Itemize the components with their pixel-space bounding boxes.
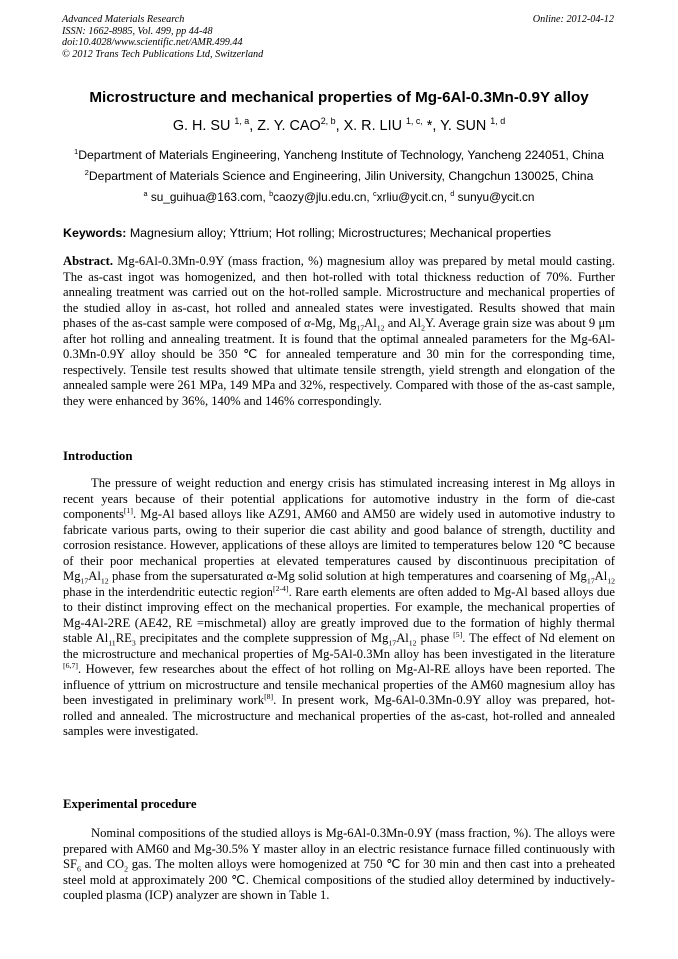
introduction-paragraph: The pressure of weight reduction and energy crisis has stimulated increasing interest in Mg alloys in recent years because of their potential applications for automotive industry in the form of die-cast components[1]. Mg-Al based alloys like AZ91, AM60 and AM50 are widely used in automotive industry to fabricate various parts, owing to their superior die cast ability and good balance of strength, ductility and corrosion resistance. However, applications of these alloys are limited to temperatures below 120 ℃ because of their poor mechanical properties at elevated temperatures caused by discontinuous precipitation of $Mg_{17}Al_{12}$ phase from the supersaturated α-Mg solid solution at high temperatures and coarsening of $Mg_{17}Al_{12}$ phase in the interdendritic eutectic region[2-4]. Rare earth elements are often added to Mg-Al based alloys due to their distinct improving effect on the mechanical properties. For example, the mechanical properties of Mg-4Al-2RE (AE42, RE =mischmetal) alloy are greatly improved due to the formation of highly thermal stable $Al_{11}RE_3$ precipitates and the complete suppression of $Mg_{17}Al_{12}$ phase [5]. The effect of Nd element on the microstructure and mechanical properties of Mg-5Al-0.3Mn alloy has been investigated in the literature [6,7]. However, few researches about the effect of hot rolling on Mg-Al-RE alloys have been reported. The influence of yttrium on microstructure and tensile mechanical properties of the AM60 magnesium alloy has been investigated in preliminary work[8]. In present work, Mg-6Al-0.3Mn-0.9Y alloy was prepared, hot-rolled and annealed. The microstructure and mechanical properties of the as-cast, hot-rolled and annealed samples were investigated. <box>63 476 616 738</box>
journal-info <box>62 14 263 60</box>
author-affiliation-mark: 1, c, <box>405 116 423 127</box>
section-heading-experimental: Experimental procedure <box>63 797 197 811</box>
abstract-label: Abstract. <box>63 254 114 268</box>
author-name: Y. SUN <box>440 118 487 134</box>
citation[interactable]: [6,7] <box>63 660 78 670</box>
email-link[interactable]: caozy@jlu.edu.cn, <box>273 190 370 204</box>
citation[interactable]: [8] <box>264 691 274 701</box>
journal-issn: ISSN: 1662-8985, Vol. 499, pp 44-48 <box>62 25 213 37</box>
paper-title: Microstructure and mechanical properties of Mg-6Al-0.3Mn-0.9Y alloy <box>89 89 589 106</box>
author-list: G. H. SU $^{1, a}$, Z. Y. CAO$^{2, b}$, X. R. LIU $^{1, c,}$ *, Y. SUN $^{1, d}$ <box>172 116 506 134</box>
corresponding-author-mark: * <box>422 118 433 134</box>
author-affiliation-mark: 2, b <box>320 116 336 127</box>
section-heading-introduction: Introduction <box>63 449 133 463</box>
author-affiliation-mark: 1, a <box>234 116 250 127</box>
email-link[interactable]: sunyu@ycit.cn <box>457 190 535 204</box>
online-date: Online: 2012-04-12 <box>532 14 614 25</box>
email-link[interactable]: su_guihua@163.com, <box>150 190 266 204</box>
keywords-text: Magnesium alloy; Yttrium; Hot rolling; Microstructures; Mechanical properties <box>129 226 552 240</box>
citation[interactable]: [1] <box>123 505 133 515</box>
citation[interactable]: [5] <box>453 629 463 639</box>
journal-copyright: © 2012 Trans Tech Publications Ltd, Switzerland <box>62 48 264 60</box>
keywords <box>63 226 615 240</box>
journal-name: Advanced Materials Research <box>62 14 185 25</box>
author-name: X. R. LIU <box>343 118 402 134</box>
author-affiliation-mark: 1, d <box>490 116 506 127</box>
author-name: Z. Y. CAO <box>257 118 321 134</box>
journal-header <box>62 14 614 60</box>
affiliation-1: $^1$Department of Materials Engineering, Yancheng Institute of Technology, Yancheng 224051, China <box>74 146 604 162</box>
journal-doi: doi:10.4028/www.scientific.net/AMR.499.44 <box>62 37 243 49</box>
email-link[interactable]: xrliu@ycit.cn, <box>376 190 447 204</box>
abstract: Abstract. Mg-6Al-0.3Mn-0.9Y (mass fraction, %) magnesium alloy was prepared by metal mould casting. The as-cast ingot was homogenized, and then hot-rolled with total thickness reduction of 70%. Further annealing treatment was carried out on the hot-rolled sample. Microstructure and mechanical properties of the studied alloy in as-cast, hot rolled and annealed states were investigated. Results showed that main phases of the as-cast sample were composed of α-Mg, $Mg_{17}Al_{12}$ and $Al_2Y$. Average grain size was about 9 μm after hot rolling and annealing treatment. It is found that the optimal annealed parameters for the Mg-6Al-0.3Mn-0.9Y alloy should be 350 ℃ for annealed temperature and 30 min for the corresponding time, respectively. Tensile test results showed that ultimate tensile strength, yield strength and elongation of the annealed sample were 261 MPa, 149 MPa and 32%, respectively. Compared with those of the as-cast sample, they were enhanced by 36%, 140% and 146% correspondingly. <box>63 254 615 408</box>
author-emails: $^a$ su_guihua@163.com, $^b$caozy@jlu.edu.cn, $^c$xrliu@ycit.cn, $^d$ sunyu@ycit.cn <box>143 189 535 204</box>
author-name: G. H. SU <box>172 118 231 134</box>
citation[interactable]: [2-4] <box>272 583 289 593</box>
keywords-label: Keywords: <box>63 226 127 240</box>
experimental-paragraph: Nominal compositions of the studied alloys is Mg-6Al-0.3Mn-0.9Y (mass fraction, %). The alloys were prepared with AM60 and Mg-30.5% Y master alloy in an electric resistance furnace filled continuously with $SF_6$ and $CO_2$ gas. The molten alloys were homogenized at 750 ℃ for 30 min and then cast into a preheated steel mold at approximately 200 ℃. Chemical compositions of the studied alloy determined by inductively-coupled plasma (ICP) analyzer are shown in Table 1. <box>63 826 615 902</box>
affiliation-2: $^2$Department of Materials Science and Engineering, Jilin University, Changchun 130025, China <box>84 167 594 183</box>
